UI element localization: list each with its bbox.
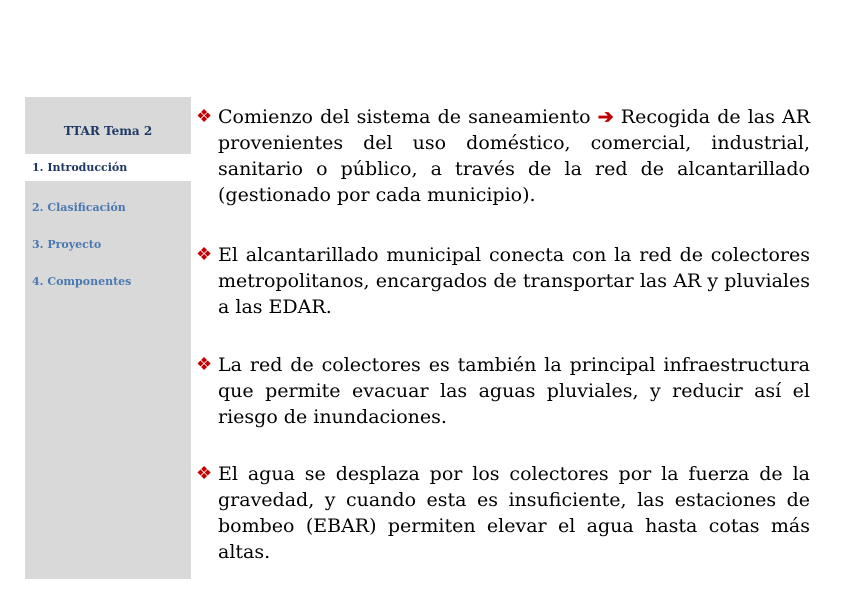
bullet-text [218,104,810,208]
bullet-text-end: Recogida de las AR provenientes del uso doméstico, comercial, industrial, sanitario o público, a través de la red de alcantarillado (gestionado por cada municipio). [218,106,811,206]
bullet-item [196,461,810,565]
bullet-text-start: Comienzo del sistema de saneamiento [218,106,591,128]
bullet-text: La red de colectores es también la principal infraestructura que permite evacuar las aguas pluviales, y reducir así el riesgo de inundaciones. [218,354,810,428]
bullet-text: El agua se desplaza por los colectores por la fuerza de la gravedad, y cuando esta es insuficiente, las estaciones de bombeo (EBAR) permiten elevar el agua hasta cotas más altas. [218,463,810,563]
sidebar-item-proyecto[interactable]: 3. Proyecto [32,238,102,251]
right-arrow-icon: ➔ [597,106,614,128]
sidebar [25,97,191,579]
bullet-item [196,104,810,208]
sidebar-item-introduccion[interactable]: 1. Introducción [25,154,191,181]
bullet-item [196,352,810,430]
sidebar-title: TTAR Tema 2 [63,124,153,138]
diamond-bullet-icon: ❖ [196,463,213,484]
sidebar-item-clasificacion[interactable]: 2. Clasificación [32,201,126,214]
sidebar-item-componentes[interactable]: 4. Componentes [32,275,132,288]
diamond-bullet-icon: ❖ [196,354,213,375]
bullet-text: El alcantarillado municipal conecta con la red de colectores metropolitanos, encargados de transportar las AR y pluviales a las EDAR. [218,244,810,318]
bullet-item [196,242,810,320]
diamond-bullet-icon: ❖ [196,106,213,127]
diamond-bullet-icon: ❖ [196,244,213,265]
